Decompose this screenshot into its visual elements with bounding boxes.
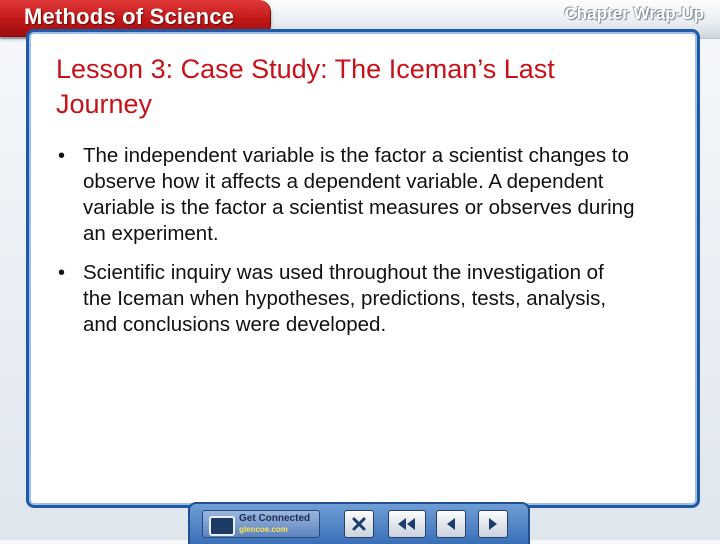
chapter-wrap-up-label: Chapter Wrap-Up (564, 4, 704, 23)
previous-icon (437, 511, 465, 537)
return-button[interactable] (388, 510, 426, 538)
get-connected-label: Get Connected (239, 513, 311, 524)
navigation-bar (188, 502, 530, 544)
bullet-text: The independent variable is the factor a scientist changes to observe how it affects a dependent variable. A dependent variable is the factor a scientist measures or observes during an experiment. (83, 144, 635, 245)
bullet-item (56, 260, 636, 338)
return-icon (389, 511, 425, 537)
bullet-marker: • (58, 145, 66, 167)
bullet-list (56, 143, 636, 351)
lesson-title: Lesson 3: Case Study: The Iceman’s Last Journey (56, 54, 555, 119)
section-title: Methods of Science (24, 4, 235, 29)
bullet-text: Scientific inquiry was used throughout the investigation of the Iceman when hypotheses, predictions, tests, analysis, and conclusions were developed. (83, 261, 607, 336)
get-connected-button[interactable] (202, 510, 320, 538)
computer-icon (209, 516, 235, 536)
next-button[interactable] (478, 510, 508, 538)
previous-button[interactable] (436, 510, 466, 538)
get-connected-site: glencoe.com (239, 525, 288, 534)
next-icon (479, 511, 507, 537)
bullet-marker: • (58, 262, 66, 284)
exit-icon (345, 511, 373, 537)
bullet-item (56, 143, 636, 247)
exit-button[interactable] (344, 510, 374, 538)
